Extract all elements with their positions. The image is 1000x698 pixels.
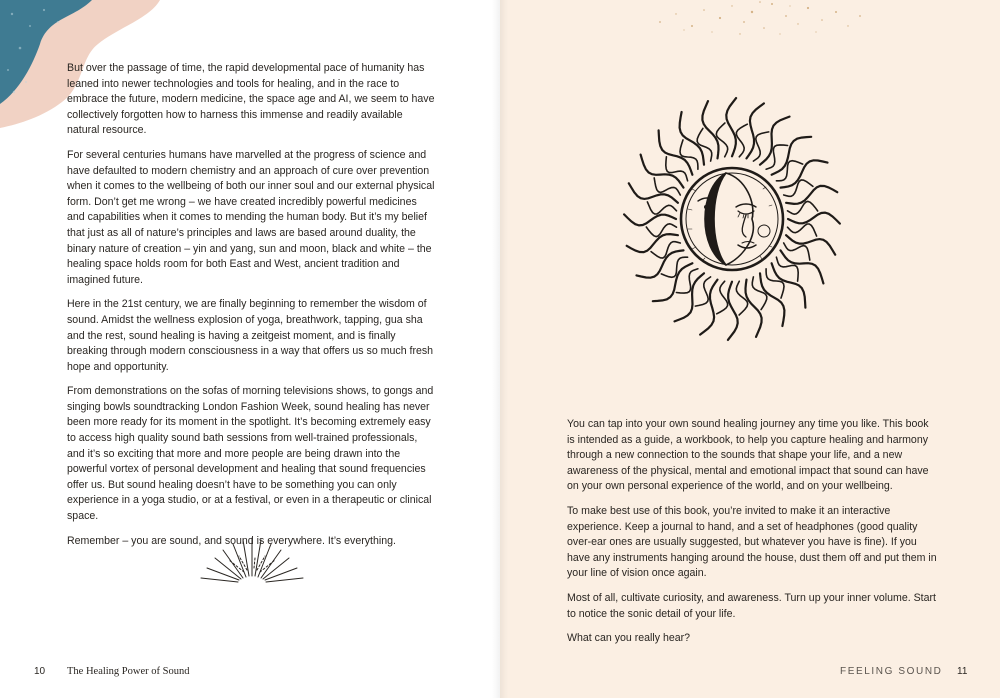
sun-ray bbox=[647, 202, 676, 214]
sun-ray bbox=[753, 132, 768, 161]
sun-ray bbox=[772, 263, 806, 307]
running-title: The Healing Power of Sound bbox=[67, 666, 190, 677]
right-paragraph: Most of all, cultivate curiosity, and awareness. Turn up your inner volume. Start to notice the sonic detail of your life. bbox=[567, 591, 936, 620]
left-paragraph: For several centuries humans have marvelled at the progress of science and have defaulted to modern chemistry and an approach of cure over prevention when it comes to the wellbeing of both our inner soul and our external physical form. Don’t get me wrong – we have created incredibly powerful medicines and capabilities when it comes to mending the human body. But it’s my belief that just as all of nature’s principles and laws are based around duality, the binary nature of creation – yin and yang, sun and moon, black and white – the healing space holds room for both East and West, ancient tradition and imagined future. bbox=[67, 148, 435, 286]
left-paragraph: Remember – you are sound, and sound is everywhere. It’s everything. bbox=[67, 534, 396, 547]
sun-ray bbox=[772, 137, 812, 175]
right-paragraph: What can you really hear? bbox=[567, 632, 691, 645]
sun-ray bbox=[651, 242, 680, 258]
sun-ray bbox=[736, 124, 747, 157]
sun-ray bbox=[629, 183, 678, 203]
sun-ray bbox=[695, 277, 710, 306]
right-paragraph: To make best use of this book, you’re invited to make it an interactive experience. Keep a journal to hand, and a set of headphones (good quality over-ear ones are usually suggested, but whatever you have is fine). If you have any instruments hanging around the house, dust them off and put them in your line of vision once again. bbox=[567, 504, 937, 580]
left-paragraph: But over the passage of time, the rapid developmental pace of humanity has leaned into newer technologies and tools for healing, and in the race to embrace the future, modern medicine, the space age and AI, we seem to have collectively forgotten how to harness this immense and readily available natural resource. bbox=[67, 62, 435, 137]
sun-ray bbox=[784, 180, 813, 196]
sun-ray bbox=[659, 130, 693, 174]
sunburst-rays-icon bbox=[195, 528, 310, 584]
sun-ray bbox=[784, 243, 810, 260]
left-page-text bbox=[67, 61, 437, 558]
sun-ray bbox=[752, 277, 767, 310]
sun-ray bbox=[786, 235, 835, 255]
gold-dust-decoration bbox=[640, 0, 880, 40]
page-number-right: 11 bbox=[957, 666, 968, 677]
sun-ray bbox=[747, 103, 764, 158]
section-title: FEELING SOUND bbox=[840, 666, 943, 677]
sun-ray bbox=[653, 263, 693, 301]
right-paragraph: You can tap into your own sound healing journey any time you like. This book is intended as a guide, a workbook, to help you capture healing and harmony through a new connection to the sounds that shape your life, and a new awareness of the physical, mental and emotional impact that sound can have on your own personal experience of the world, and on your wellbeing. bbox=[567, 418, 929, 493]
left-paragraph: From demonstrations on the sofas of morning televisions shows, to gongs and singing bowls soundtracking London Fashion Week, sound healing has never been more ready for its moment in the spotlight. It’s becoming extremely easy to access high quality sound bath sessions from well-trained professionals, and it’s so exciting that more and more people are being drawn into the powerful vortex of personal development and healing that sound frequencies offer us. But sound healing doesn’t have to be something you can only experience in a yoga studio, or at a festival, or even in a therapeutic or clinical space. bbox=[67, 385, 434, 523]
sun-ray bbox=[654, 178, 680, 195]
sun-ray bbox=[788, 224, 817, 236]
sun-ray bbox=[700, 280, 717, 335]
right-page-text bbox=[567, 417, 937, 656]
page-number-left: 10 bbox=[34, 666, 46, 677]
sun-ray bbox=[717, 281, 728, 314]
left-paragraph: Here in the 21st century, we are finally beginning to remember the wisdom of sound. Amidst the wellness explosion of yoga, breathwork, tapping, gua sha and the rest, sound healing is having a zeitgeist moment, and is finally breaking through modern consciousness in a way that offers us so much fresh hope and opportunity. bbox=[67, 298, 434, 373]
sun-ray bbox=[697, 128, 712, 161]
sun-moon-face-icon bbox=[620, 88, 844, 350]
